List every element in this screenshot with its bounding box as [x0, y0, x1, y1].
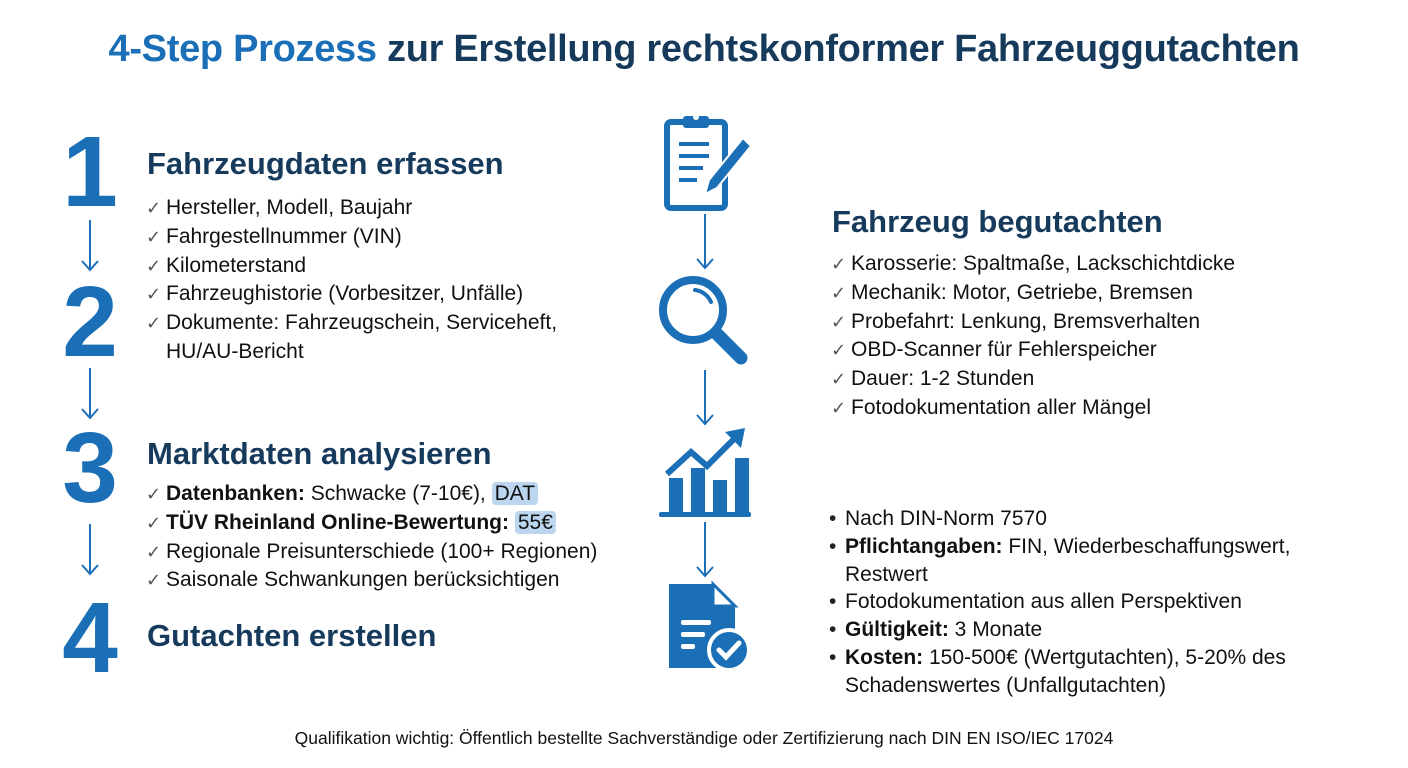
title-highlight: 4-Step Prozess — [108, 28, 377, 70]
bullet-icon: • — [829, 645, 837, 669]
check-icon: ✓ — [831, 397, 847, 418]
step-number-4: 4 — [62, 582, 118, 694]
clipboard-pen-icon — [655, 112, 755, 212]
item-text: Regionale Preisunterschiede (100+ Regionen) — [166, 539, 598, 563]
item-text: Fotodokumentation aus allen Perspektiven — [845, 590, 1242, 614]
item-bold: Gültigkeit: — [845, 618, 949, 642]
item-text: Dokumente: Fahrzeugschein, Serviceheft, HU/AU-Bericht — [166, 311, 558, 363]
list-item — [831, 394, 1351, 423]
list-item — [146, 538, 666, 567]
item-bold: Kosten: — [845, 645, 924, 669]
item-bold: Datenbanken: — [166, 482, 305, 505]
item-text: Fahrzeughistorie (Vorbesitzer, Unfälle) — [166, 282, 524, 306]
item-text: Saisonale Schwankungen berücksichtigen — [166, 568, 560, 592]
check-icon: ✓ — [146, 284, 162, 305]
highlight-mark: 55€ — [515, 511, 556, 534]
step4-list — [829, 505, 1329, 700]
title-rest: zur Erstellung rechtskonformer Fahrzeuggutachten — [376, 28, 1300, 70]
bullet-icon: • — [829, 534, 837, 558]
item-text: 3 Monate — [948, 618, 1043, 642]
item-bold: TÜV Rheinland Online-Bewertung: — [166, 510, 510, 534]
item-text — [509, 511, 515, 534]
item-text: Hersteller, Modell, Baujahr — [166, 196, 413, 219]
arrow-down-icon — [80, 368, 100, 420]
arrow-down-icon — [695, 214, 715, 270]
arrow-down-icon — [695, 522, 715, 578]
list-item — [829, 616, 1329, 644]
step1-list — [146, 194, 616, 366]
list-item — [146, 480, 666, 509]
step2-heading: Fahrzeug begutachten — [832, 204, 1163, 239]
arrow-down-icon — [80, 524, 100, 576]
step-number-1: 1 — [62, 116, 118, 228]
item-bold: Pflichtangaben: — [845, 534, 1003, 558]
check-icon: ✓ — [146, 226, 162, 247]
step3-list — [146, 480, 666, 595]
highlight-mark: DAT — [492, 482, 538, 505]
item-text: Nach DIN-Norm 7570 — [845, 507, 1047, 530]
check-icon: ✓ — [146, 541, 162, 562]
list-item — [146, 309, 606, 366]
list-item — [831, 308, 1351, 337]
item-text: Mechanik: Motor, Getriebe, Bremsen — [851, 280, 1193, 304]
list-item — [831, 365, 1351, 394]
list-item — [829, 505, 1329, 533]
check-icon: ✓ — [146, 570, 162, 591]
arrow-down-icon — [80, 220, 100, 272]
item-text: Kilometerstand — [166, 253, 307, 277]
check-icon: ✓ — [146, 198, 162, 218]
check-icon: ✓ — [146, 512, 162, 533]
step2-list — [831, 250, 1351, 423]
arrow-down-icon — [695, 370, 715, 426]
footer-note: Qualifikation wichtig: Öffentlich bestellte Sachverständige oder Zertifizierung nach DIN EN ISO/IEC 17024 — [294, 728, 1114, 748]
list-item — [831, 250, 1351, 279]
item-text: Dauer: 1-2 Stunden — [851, 367, 1035, 391]
list-item — [829, 644, 1329, 700]
bullet-icon: • — [829, 507, 837, 530]
item-text: 150-500€ (Wertgutachten), 5-20% des Schadenswertes (Unfallgutachten) — [845, 645, 1286, 697]
step-number-3: 3 — [62, 412, 118, 524]
check-icon: ✓ — [146, 313, 162, 334]
bullet-icon: • — [829, 618, 837, 642]
check-icon: ✓ — [831, 282, 847, 303]
item-text: FIN, Wiederbeschaffungswert, Restwert — [845, 534, 1291, 586]
check-icon: ✓ — [146, 484, 162, 504]
list-item — [146, 194, 616, 223]
list-item — [829, 533, 1329, 589]
page-title — [0, 28, 1408, 71]
item-text: OBD-Scanner für Fehlerspeicher — [851, 338, 1157, 362]
list-item — [829, 588, 1329, 616]
item-text: Probefahrt: Lenkung, Bremsverhalten — [851, 309, 1201, 333]
list-item — [146, 280, 616, 309]
step3-heading: Marktdaten analysieren — [147, 436, 492, 471]
document-check-icon — [655, 580, 755, 674]
item-text: Schwacke (7-10€), — [304, 482, 492, 505]
list-item — [146, 509, 666, 538]
magnifier-icon — [655, 272, 755, 368]
list-item — [146, 252, 616, 281]
step1-heading: Fahrzeugdaten erfassen — [147, 146, 504, 181]
item-text: Fotodokumentation aller Mängel — [851, 395, 1152, 419]
bullet-icon: • — [829, 590, 837, 614]
list-item — [831, 279, 1351, 308]
step4-heading: Gutachten erstellen — [147, 618, 437, 653]
step-number-2: 2 — [62, 266, 118, 378]
chart-growth-icon — [655, 428, 755, 520]
list-item — [831, 336, 1351, 365]
check-icon: ✓ — [831, 340, 847, 361]
check-icon: ✓ — [831, 369, 847, 390]
check-icon: ✓ — [831, 311, 847, 332]
list-item — [146, 566, 666, 595]
check-icon: ✓ — [146, 255, 162, 276]
item-text: Fahrgestellnummer (VIN) — [166, 224, 402, 248]
check-icon: ✓ — [831, 254, 847, 274]
list-item — [146, 223, 616, 252]
item-text: Karosserie: Spaltmaße, Lackschichtdicke — [851, 252, 1235, 275]
